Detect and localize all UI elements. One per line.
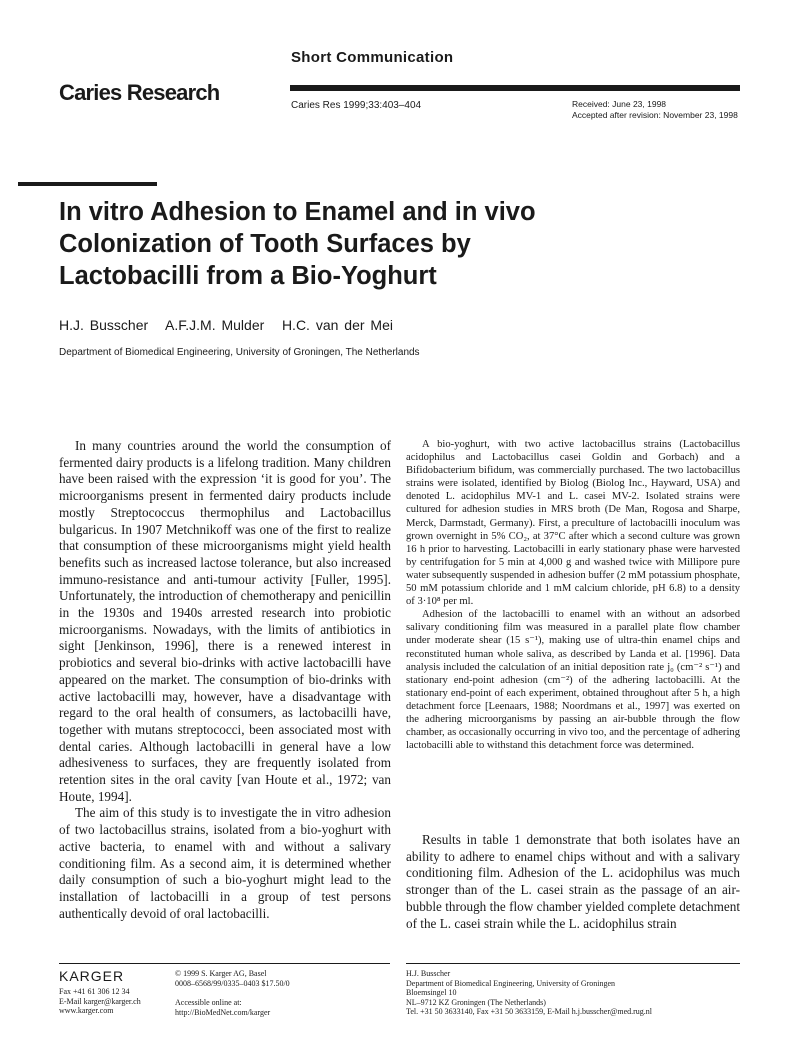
corr-contact: Tel. +31 50 3633140, Fax +31 50 3633159, E-Mail h.j.busscher@med.rug.nl bbox=[406, 1007, 653, 1016]
title-line: Lactobacilli from a Bio-Yoghurt bbox=[59, 262, 437, 290]
paragraph: A bio-yoghurt, with two active lactobacillus strains (Lactobacillus acidophilus and Lactobacillus casei Goldin and Gorbach) and a Bifidobacterium bifidum, was commercially purchased. The two lactobacillus strains were isolated, identified by Biolog (Biolog Inc., Hayward, USA) and denoted L. acidophilus MV-1 and L. casei MV-2. Isolated strains were cultured for adhesion studies in MRS broth (De Man, Rogosa and Sharpe, Merck, Darmstadt, Germany). First, a preculture of lactobacilli inoculum was grown overnight in 5% CO₂, at 37°C after which a second culture was grown 16 h prior to harvesting. Lactobacilli in early stationary phase were harvested by centrifugation for 5 min at 4,000 g and washed twice with Millipore pure water subsequently suspended in adhesion buffer (2 mM potassium phosphate, 50 mM potassium chloride and 1 mM calcium chloride, pH 6.8) to a density of 3·10⁸ per ml. bbox=[406, 439, 740, 608]
right-column-results bbox=[406, 832, 740, 932]
footer-rule bbox=[59, 963, 390, 964]
publisher-logo: KARGER bbox=[59, 968, 125, 984]
header-rule bbox=[290, 85, 740, 91]
paragraph: Results in table 1 demonstrate that both isolates have an ability to adhere to enamel chips without and with a salivary conditioning film. Adhesion of the L. acidophilus was much stronger than of the L. casei strain as the passage of an air-bubble through the flow chamber yielded complete detachment of the L. casei strain while the L. acidophilus strain bbox=[406, 832, 740, 931]
email-link[interactable]: E-Mail karger@karger.ch bbox=[59, 996, 141, 1006]
corr-dept: Department of Biomedical Engineering, University of Groningen bbox=[406, 978, 616, 988]
left-column bbox=[59, 438, 391, 922]
section-label: Short Communication bbox=[291, 49, 454, 66]
accepted-date: Accepted after revision: November 23, 1998 bbox=[572, 109, 738, 120]
issn: 0008–6568/99/0335–0403 $17.50/0 bbox=[175, 978, 290, 988]
title-rule bbox=[18, 182, 157, 186]
paragraph: The aim of this study is to investigate the in vitro adhesion of two lactobacillus strains, isolated from a bio-yoghurt with active bacteria, to enamel with and without a salivary conditioning film. As a second aim, it is determined whether daily consumption of such a bio-yoghurt might lead to the installation of lactobacilli in a group of test persons authentically devoid of oral lactobacilli. bbox=[59, 805, 391, 921]
received-date: Received: June 23, 1998 bbox=[572, 99, 667, 109]
title-line: Colonization of Tooth Surfaces by bbox=[59, 230, 471, 258]
citation: Caries Res 1999;33:403–404 bbox=[291, 100, 422, 111]
journal-logo: Caries Research bbox=[59, 80, 220, 105]
publisher-contact bbox=[59, 987, 141, 1016]
paragraph: In many countries around the world the consumption of fermented dairy products is a lifelong tradition. Many children have been raised with the expression ‘it is good for you’. The microorganisms present in fermented dairy products include mostly Streptococcus thermophilus and Lactobacillus bulgaricus. In 1907 Metchnikoff was one of the first to realize that consumption of these microorganisms might yield health benefits such as increased lactose tolerance, but also increased immuno-resistance and anti-tumour activity [Fuller, 1995]. Unfortunately, the introduction of chemotherapy and penicillin in the 1930s and 1940s arrested research into probiotic microorganisms. Nowadays, with the limits of antibiotics in sight [Jenkinson, 1996], there is a renewed interest in probiotics and several bio-drinks with active lactobacilli have appeared on the market. The consumption of bio-drinks with active lactobacilli may, however, have a disadvantage with regard to the oral health of consumers, as lactobacilli have, together with mutans streptococci, been associated most with dental caries. Although lactobacilli in general have a low adhesiveness to surfaces, they are frequently isolated from retention sites in the oral cavity [van Houte et al., 1972; van Houte, 1994]. bbox=[59, 438, 391, 804]
footer-rule bbox=[406, 963, 740, 964]
website-link[interactable]: www.karger.com bbox=[59, 1006, 114, 1015]
article-title bbox=[59, 196, 699, 292]
title-line: In vitro Adhesion to Enamel and in vivo bbox=[59, 198, 536, 226]
copyright: © 1999 S. Karger AG, Basel bbox=[175, 969, 267, 978]
authors: H.J. Busscher A.F.J.M. Mulder H.C. van der Mei bbox=[59, 317, 393, 333]
correspondence-address bbox=[406, 969, 740, 1017]
corr-name: H.J. Busscher bbox=[406, 969, 451, 978]
affiliation: Department of Biomedical Engineering, University of Groningen, The Netherlands bbox=[59, 347, 420, 358]
corr-city: NL–9712 KZ Groningen (The Netherlands) bbox=[406, 997, 546, 1007]
access-label: Accessible online at: bbox=[175, 998, 242, 1007]
access-url-link[interactable]: http://BioMedNet.com/karger bbox=[175, 1007, 271, 1017]
paragraph: Adhesion of the lactobacilli to enamel with an without an adsorbed salivary conditioning film was measured in a parallel plate flow chamber under moderate shear (15 s⁻¹), making use of ultra-thin enamel chips and reconstituted human whole saliva, as described by Landa et al. [1996]. Data analysis included the calculation of an initial deposition rate j₀ (cm⁻² s⁻¹) and stationary end-point adhesion (cm⁻²) of the adhering lactobacilli. At the stationary end-point of each experiment, obtained throughout after 5 h, a high detachment force [Leenaars, 1988; Noordmans et al., 1997] was exerted on the adhering microorganisms by passing an air-bubble through the flow chamber, as occasionally occurring in vivo too, and the percentage of adhering lactobacilli able to withstand this detachment force was determined. bbox=[406, 609, 740, 752]
right-column-methods bbox=[406, 438, 740, 752]
received-dates bbox=[572, 99, 738, 120]
copyright-block bbox=[175, 969, 290, 988]
online-access bbox=[175, 998, 270, 1017]
corr-street: Bloemsingel 10 bbox=[406, 988, 457, 997]
fax: Fax +41 61 306 12 34 bbox=[59, 987, 130, 996]
